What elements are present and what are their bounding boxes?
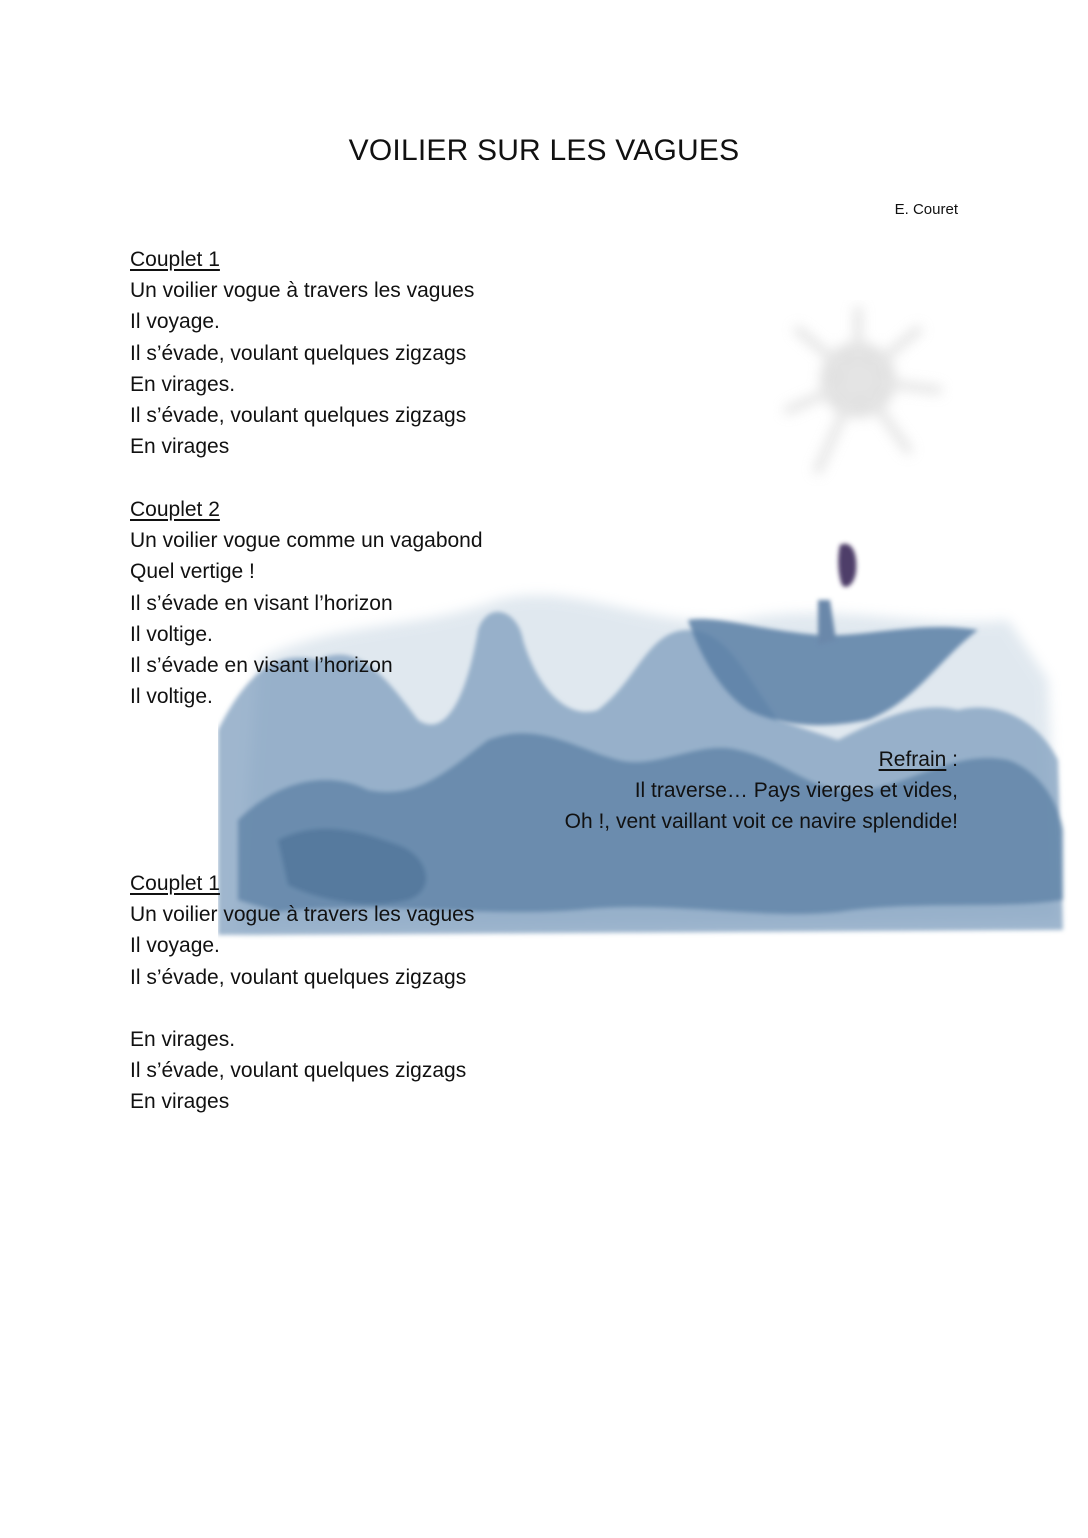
lyric-line: En virages [130, 1090, 230, 1114]
lyric-line: Il s’évade en visant l’horizon [130, 591, 393, 615]
page-title: VOILIER SUR LES VAGUES [348, 134, 740, 167]
lyric-line: En virages. [130, 1028, 236, 1052]
couplet-1 [130, 244, 474, 462]
lyric-line: En virages [130, 435, 230, 459]
lyric-line: Un voilier vogue comme un vagabond [130, 529, 483, 553]
lyric-line: Oh !, vent vaillant voit ce navire splendide! [564, 810, 958, 834]
lyric-line: Il voltige. [130, 622, 213, 646]
lyric-line: Il s’évade, voulant quelques zigzags [130, 341, 467, 365]
lyric-line: Il voyage. [130, 310, 220, 334]
couplet-2 [130, 494, 483, 712]
lyric-line: Il traverse… Pays vierges et vides, [634, 779, 958, 803]
refrain-heading-line [565, 744, 958, 775]
couplet-heading: Couplet 1 [130, 248, 220, 271]
lyric-line: Il s’évade, voulant quelques zigzags [130, 404, 467, 428]
lyric-line: Il voltige. [130, 685, 213, 709]
sun-icon [788, 310, 938, 470]
couplet-heading: Couplet 1 [130, 872, 220, 895]
lyric-line: Il voyage. [130, 934, 220, 958]
lyric-line: Quel vertige ! [130, 560, 255, 584]
lyric-line: Un voilier vogue à travers les vagues [130, 903, 475, 927]
couplet-heading: Couplet 2 [130, 498, 220, 521]
lyric-line: Un voilier vogue à travers les vagues [130, 279, 475, 303]
lyric-line: Il s’évade, voulant quelques zigzags [130, 1059, 467, 1083]
refrain-heading: Refrain [878, 748, 947, 771]
blank-line [130, 993, 474, 1024]
refrain-colon: : [946, 748, 958, 771]
author-name: E. Couret [894, 201, 958, 218]
lyric-line: Il s’évade, voulant quelques zigzags [130, 965, 467, 989]
couplet-1-repeat [130, 868, 474, 1118]
refrain [565, 744, 958, 838]
lyric-line: Il s’évade en visant l’horizon [130, 654, 393, 678]
lyric-line: En virages. [130, 372, 236, 396]
